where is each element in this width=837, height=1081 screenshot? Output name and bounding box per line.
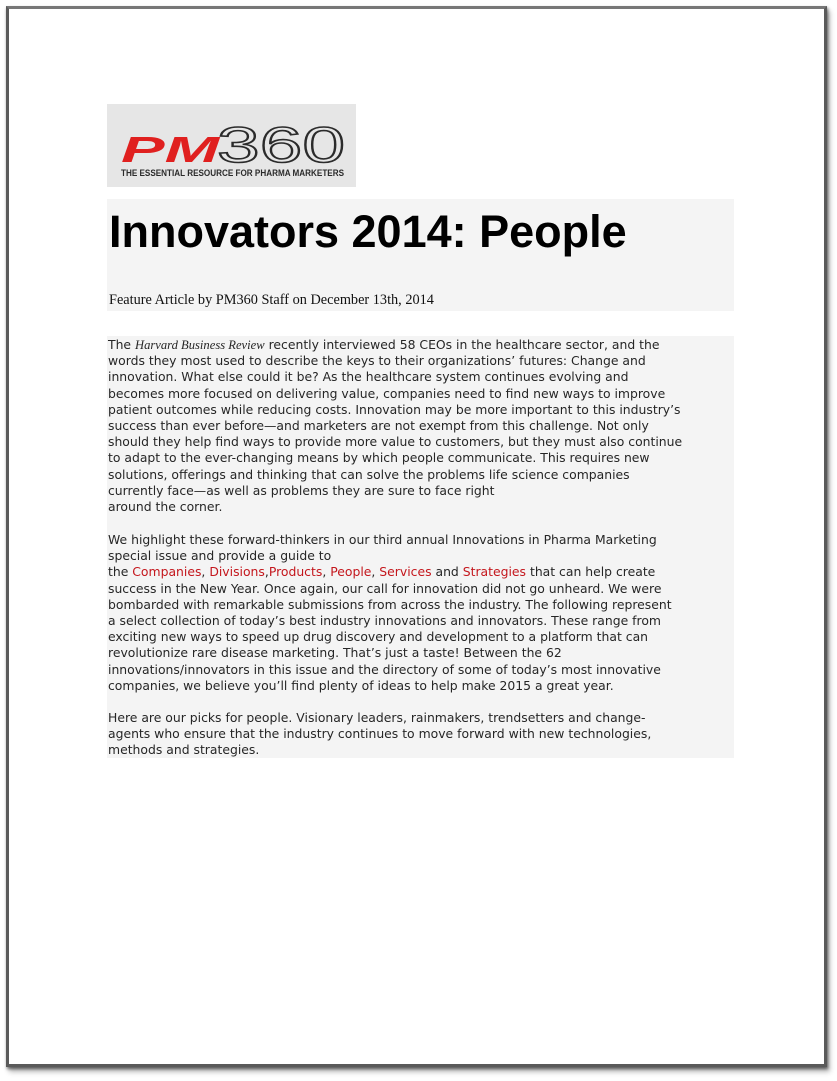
pm360-logo-graphic [107,104,356,187]
text-line: special issue and provide a guide to [108,548,332,564]
text-line: success than ever before—and marketers are not exempt from this challenge. Not only [108,417,649,433]
logo-pm-text: PM [121,129,221,170]
text-fragment: , [264,564,269,580]
paragraph-highlight [108,532,672,694]
text-line: solutions, offerings and thinking that can solve the problems life science companies [108,466,630,482]
text-fragment: recently interviewed 58 CEOs in the healthcare sector, and the [264,337,660,352]
article-header [107,199,734,311]
article-title: Innovators 2014: People [109,206,627,257]
text-line: patient outcomes while reducing costs. Innovation may be more important to this industry’s [108,401,681,417]
link-companies[interactable]: Companies [132,564,202,580]
text-line: companies, we believe you’ll find plenty of ideas to help make 2015 a great year. [108,677,614,693]
link-people[interactable]: People [330,564,372,580]
text-line: revolutionize rare disease marketing. That’s just a taste! Between the 62 [108,645,562,661]
text-fragment: that can help create [526,564,656,580]
link-strategies[interactable]: Strategies [462,564,527,580]
publication-name: Harvard Business Review [134,338,265,352]
text-line: becomes more focused on delivering value, companies need to find new ways to improve [108,385,666,401]
paragraph-intro [108,337,682,515]
text-fragment: the [108,564,133,580]
text-line: around the corner. [108,498,223,514]
text-line: exciting new ways to speed up drug discovery and development to a platform that can [108,629,649,645]
text-fragment: and [431,564,463,580]
logo-360-text: 360 [217,117,345,173]
link-divisions[interactable]: Divisions [209,564,265,580]
text-fragment: , [322,564,331,580]
text-line: agents who ensure that the industry continues to move forward with new technologies, [108,726,652,742]
text-line: to adapt to the ever-changing means by which people communicate. This requires new [108,450,650,466]
pm360-logo [107,104,356,187]
text-fragment: , [371,564,380,580]
article-body [107,336,734,758]
text-line: innovation. What else could it be? As the healthcare system continues evolving and [108,369,629,385]
text-line: should they help find ways to provide more value to customers, but they must also continue [108,434,683,450]
paragraph-picks [108,710,651,759]
text-fragment: The [108,337,135,352]
text-line: words they most used to describe the keys to their organizations’ futures: Change and [108,353,646,369]
text-line [108,337,682,353]
logo-tagline: THE ESSENTIAL RESOURCE FOR PHARMA MARKETERS [121,168,344,178]
text-line: methods and strategies. [108,742,260,758]
text-line: currently face—as well as problems they are sure to face right [108,482,495,498]
text-line: success in the New Year. Once again, our call for innovation did not go unheard. We were [108,580,662,596]
text-line: innovations/innovators in this issue and the directory of some of today’s most innovative [108,661,661,677]
text-line: Here are our picks for people. Visionary leaders, rainmakers, trendsetters and change- [108,710,646,725]
article-byline: Feature Article by PM360 Staff on December 13th, 2014 [109,292,434,308]
text-line: a select collection of today’s best industry innovations and innovators. These range from [108,612,661,628]
text-line: bombarded with remarkable submissions from across the industry. The following represent [108,596,672,612]
text-line [108,564,672,580]
link-services[interactable]: Services [379,564,432,580]
link-products[interactable]: Products [268,564,323,580]
text-line: We highlight these forward-thinkers in our third annual Innovations in Pharma Marketing [108,532,657,547]
text-fragment: , [201,564,210,580]
